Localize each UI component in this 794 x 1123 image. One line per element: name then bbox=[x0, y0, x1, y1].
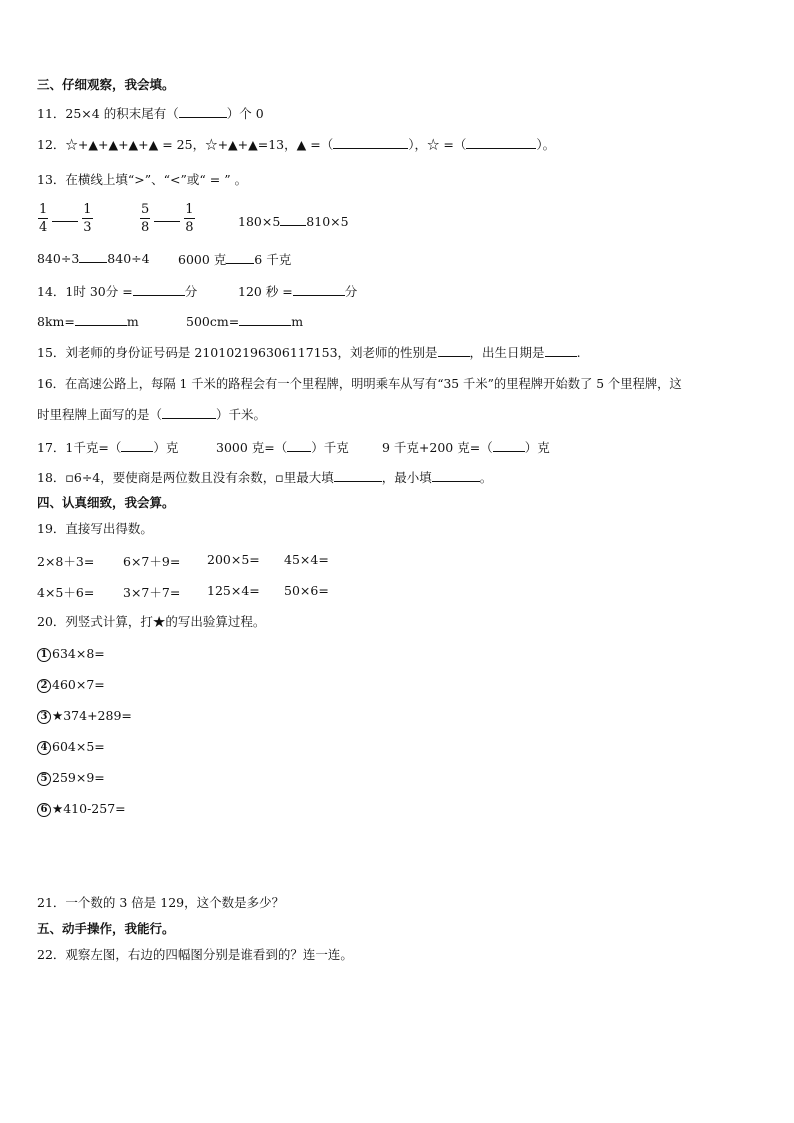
oral-calc-item: 3×7＋7= bbox=[123, 585, 181, 600]
vertical-calc-item-6: 6 ★410-257= bbox=[37, 801, 126, 817]
section-5-title: 五、动手操作，我能行。 bbox=[37, 921, 175, 936]
vertical-calc-item-5: 5 259×9= bbox=[37, 770, 105, 786]
section-4-title: 四、认真细致，我会算。 bbox=[37, 495, 175, 510]
question-20: 20．列竖式计算，打★的写出验算过程。 bbox=[37, 614, 266, 629]
circled-number: 4 bbox=[37, 741, 51, 755]
fraction: $\frac{5}{8}$ bbox=[141, 202, 150, 235]
question-14-b: 120 秒 = 分 bbox=[238, 284, 358, 299]
answer-blank[interactable] bbox=[432, 469, 480, 482]
circled-number: 5 bbox=[37, 772, 51, 786]
circled-number: 6 bbox=[37, 803, 51, 817]
question-14-a: 14．1时 30分 = 分 bbox=[37, 284, 198, 299]
answer-blank[interactable] bbox=[280, 213, 306, 226]
question-17-b: 3000 克=（ ）千克 bbox=[216, 440, 349, 455]
question-15: 15．刘老师的身份证号码是 210102196306117153，刘老师的性别是 ，出生日期是 . bbox=[37, 345, 581, 360]
question-16-line-1: 16．在高速公路上，每隔 1 千米的路程会有一个里程牌，明明乘车从写有“35 千米”的里程牌开始数了 5 个里程牌，这 bbox=[37, 377, 682, 391]
circled-number: 1 bbox=[37, 648, 51, 662]
oral-calc-item: 6×7＋9= bbox=[123, 554, 181, 569]
oral-calc-item: 200×5= bbox=[207, 552, 260, 567]
answer-blank[interactable] bbox=[333, 136, 408, 149]
answer-blank[interactable] bbox=[121, 439, 153, 452]
question-12: 12．☆+▲+▲+▲+▲ = 25，☆+▲+▲=13，▲ =（ ），☆ =（ ）。 bbox=[37, 137, 556, 152]
answer-blank[interactable] bbox=[287, 439, 311, 452]
question-17-a: 17．1千克=（ ）克 bbox=[37, 440, 179, 455]
answer-blank[interactable] bbox=[162, 406, 216, 419]
vertical-calc-item-3: 3 ★374+289= bbox=[37, 708, 132, 724]
fraction-compare-1 bbox=[38, 202, 93, 235]
question-19: 19．直接写出得数。 bbox=[37, 521, 153, 536]
vertical-calc-item-2: 2 460×7= bbox=[37, 677, 105, 693]
compare-expr-1: 180×5 810×5 bbox=[238, 214, 349, 229]
oral-calc-item: 45×4= bbox=[284, 552, 329, 567]
question-22: 22．观察左图，右边的四幅图分别是谁看到的？连一连。 bbox=[37, 947, 353, 962]
oral-calc-item: 2×8＋3= bbox=[37, 554, 95, 569]
vertical-calc-item-4: 4 604×5= bbox=[37, 739, 105, 755]
answer-blank[interactable] bbox=[334, 469, 382, 482]
answer-blank[interactable] bbox=[179, 105, 227, 118]
question-13: 13．在横线上填“>”、“<”或“ = ” 。 bbox=[37, 172, 248, 187]
question-14-c: 8km= m bbox=[37, 314, 139, 329]
vertical-calc-item-1: 1 634×8= bbox=[37, 646, 105, 662]
answer-blank[interactable] bbox=[154, 209, 180, 222]
section-3-title: 三、仔细观察，我会填。 bbox=[37, 77, 175, 92]
answer-blank[interactable] bbox=[293, 283, 345, 296]
answer-blank[interactable] bbox=[466, 136, 536, 149]
answer-blank[interactable] bbox=[75, 313, 127, 326]
oral-calc-item: 125×4= bbox=[207, 583, 260, 598]
answer-blank[interactable] bbox=[79, 250, 107, 263]
question-21: 21．一个数的 3 倍是 129，这个数是多少？ bbox=[37, 895, 285, 910]
answer-blank[interactable] bbox=[52, 209, 78, 222]
question-16-line-2: 时里程牌上面写的是（ ）千米。 bbox=[37, 407, 267, 422]
answer-blank[interactable] bbox=[545, 344, 577, 357]
circled-number: 3 bbox=[37, 710, 51, 724]
fraction: $\frac{1}{8}$ bbox=[185, 202, 194, 235]
oral-calc-item: 50×6= bbox=[284, 583, 329, 598]
question-18: 18．▫6÷4，要使商是两位数且没有余数，▫里最大填 ，最小填 。 bbox=[37, 470, 493, 485]
circled-number: 2 bbox=[37, 679, 51, 693]
answer-blank[interactable] bbox=[226, 251, 254, 264]
question-11: 11．25×4 的积末尾有（ ）个 0 bbox=[37, 106, 264, 121]
fraction: $\frac{1}{3}$ bbox=[83, 202, 92, 235]
fraction: $\frac{1}{4}$ bbox=[39, 202, 48, 235]
compare-expr-3: 6000 克 6 千克 bbox=[178, 252, 292, 267]
compare-expr-2: 840÷3 840÷4 bbox=[37, 251, 150, 266]
answer-blank[interactable] bbox=[493, 439, 525, 452]
question-14-d: 500cm= m bbox=[186, 314, 304, 329]
answer-blank[interactable] bbox=[133, 283, 185, 296]
answer-blank[interactable] bbox=[239, 313, 291, 326]
answer-blank[interactable] bbox=[438, 344, 470, 357]
question-17-c: 9 千克+200 克=（ ）克 bbox=[382, 440, 550, 455]
fraction-compare-2 bbox=[140, 202, 195, 235]
oral-calc-item: 4×5＋6= bbox=[37, 585, 95, 600]
